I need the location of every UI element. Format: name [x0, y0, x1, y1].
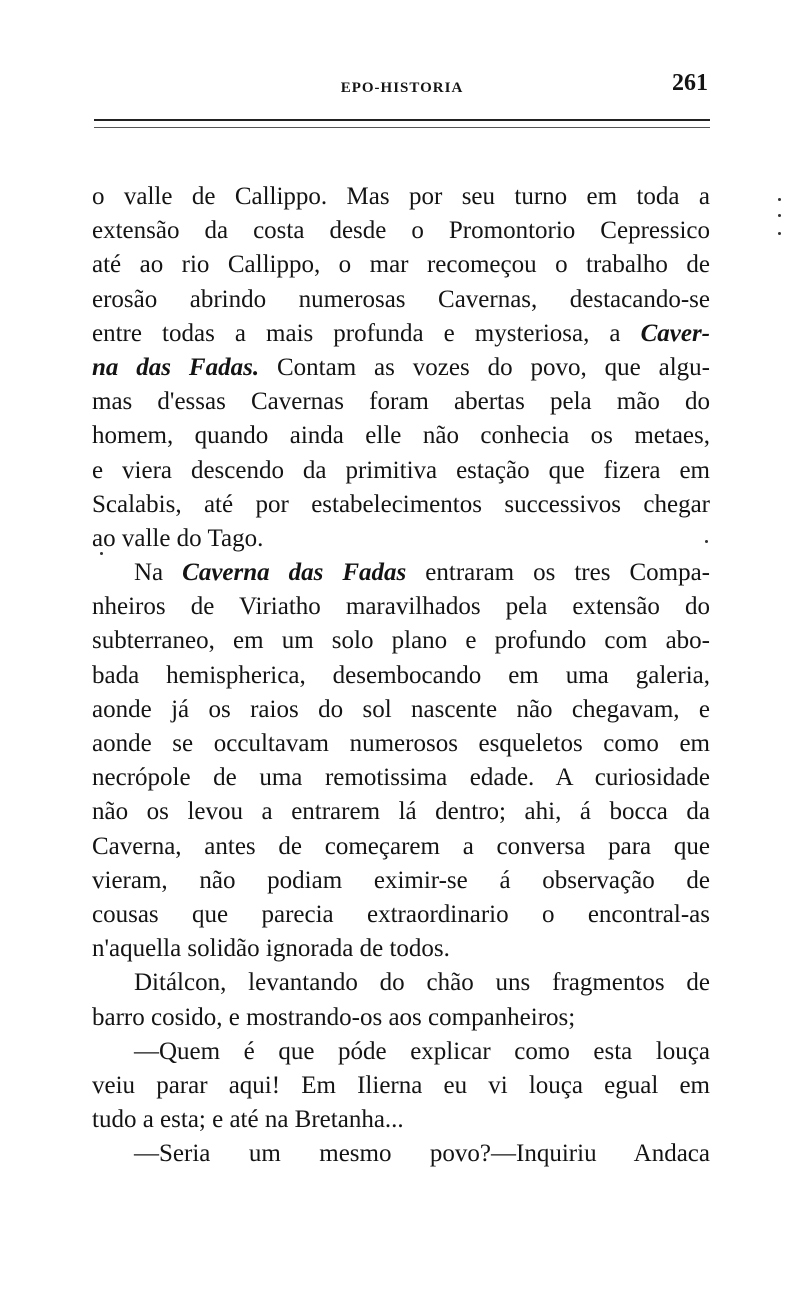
text-line: [92, 727, 710, 761]
text-segment: —Seria um mesmo povo?—Inquiriu Andaca: [134, 1140, 710, 1168]
text-line: [92, 1103, 710, 1137]
text-line: [92, 1069, 710, 1103]
print-speck: [705, 540, 708, 543]
text-segment: vieram, não podiam eximir-se á observação de: [92, 866, 710, 894]
text-segment: Na: [134, 559, 183, 587]
text-segment: cousas que parecia extraordinario o encontral-as: [92, 900, 710, 928]
text-line: [92, 248, 710, 282]
text-line: [92, 522, 710, 556]
print-speck: [778, 232, 781, 235]
text-line: [92, 488, 710, 522]
body-text: [92, 180, 710, 1171]
text-line: [92, 659, 710, 693]
text-segment: —Quem é que póde explicar como esta louça: [134, 1037, 710, 1065]
text-line: [92, 590, 710, 624]
text-line: [92, 556, 710, 590]
text-line: [92, 180, 710, 214]
text-segment: barro cosido, e mostrando-os aos companheiros;: [92, 1003, 576, 1031]
text-line: [92, 864, 710, 898]
text-segment: homem, quando ainda elle não conhecia os metaes,: [92, 422, 710, 450]
text-segment: Ditálcon, levantando do chão uns fragmentos de: [134, 969, 710, 997]
italic-text: na das Fadas.: [92, 353, 260, 381]
text-segment: mas d'essas Cavernas foram abertas pela mão do: [92, 388, 710, 416]
text-line: [92, 454, 710, 488]
text-segment: veiu parar aqui! Em Ilierna eu vi louça egual em: [92, 1071, 710, 1099]
italic-text: Caver-: [640, 319, 710, 347]
text-segment: n'aquella solidão ignorada de todos.: [92, 935, 450, 963]
print-speck: [778, 198, 781, 201]
text-segment: aonde já os raios do sol nascente não chegavam, e: [92, 695, 710, 723]
text-segment: Caverna, antes de começarem a conversa para que: [92, 832, 710, 860]
text-segment: tudo a esta; e até na Bretanha...: [92, 1106, 404, 1134]
text-line: [92, 419, 710, 453]
text-segment: e viera descendo da primitiva estação que fizera em: [92, 456, 710, 484]
page-number: 261: [672, 70, 708, 96]
text-line: [92, 830, 710, 864]
italic-text: Caverna das Fadas: [182, 559, 407, 587]
header-rule-bottom: [94, 127, 710, 128]
text-line: [92, 795, 710, 829]
text-line: [92, 932, 710, 966]
text-line: [92, 283, 710, 317]
text-line: [92, 214, 710, 248]
text-line: [92, 317, 710, 351]
text-line: [92, 1035, 710, 1069]
text-line: [92, 385, 710, 419]
text-line: [92, 1137, 710, 1171]
text-line: [92, 966, 710, 1000]
text-segment: subterraneo, em um solo plano e profundo com abo-: [92, 627, 710, 655]
text-line: [92, 351, 710, 385]
text-segment: Scalabis, até por estabelecimentos successivos chegar: [92, 490, 710, 518]
text-segment: entre todas a mais profunda e mysteriosa, a: [92, 319, 641, 347]
print-speck: [778, 214, 781, 217]
text-line: [92, 624, 710, 658]
text-line: [92, 761, 710, 795]
text-segment: Contam as vozes do povo, que algu-: [259, 353, 710, 381]
text-segment: ao valle do Tago.: [92, 524, 264, 552]
text-segment: o valle de Callippo. Mas por seu turno em toda a: [92, 183, 710, 210]
text-segment: extensão da costa desde o Promontorio Cepressico: [92, 217, 710, 245]
text-segment: necrópole de uma remotissima edade. A curiosidade: [92, 764, 710, 792]
text-segment: bada hemispherica, desembocando em uma galeria,: [92, 661, 710, 689]
text-segment: aonde se occultavam numerosos esqueletos como em: [92, 730, 710, 757]
text-segment: não os levou a entrarem lá dentro; ahi, á bocca da: [92, 798, 710, 826]
header-rule-top: [94, 119, 710, 121]
text-segment: até ao rio Callippo, o mar recomeçou o trabalho de: [92, 251, 710, 279]
text-line: [92, 898, 710, 932]
text-segment: nheiros de Viriatho maravilhados pela extensão do: [92, 593, 710, 621]
running-head: EPO-HISTORIA: [340, 80, 464, 96]
text-line: [92, 693, 710, 727]
text-segment: entraram os tres Compa-: [406, 559, 710, 587]
page-header: [94, 70, 710, 104]
text-line: [92, 1001, 710, 1035]
text-segment: erosão abrindo numerosas Cavernas, destacando-se: [92, 285, 710, 313]
print-speck: [100, 552, 103, 555]
